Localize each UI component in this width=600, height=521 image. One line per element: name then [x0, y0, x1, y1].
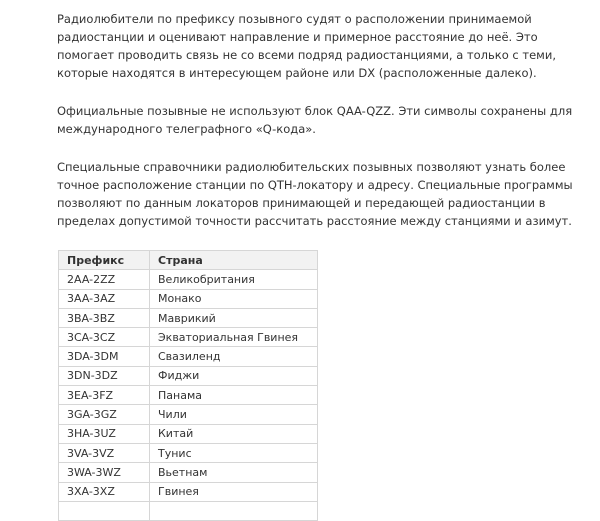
- prefix-cell: 3DN-3DZ: [59, 366, 150, 385]
- prefix-cell: 3VA-3VZ: [59, 443, 150, 462]
- table-row: [59, 482, 318, 501]
- country-cell: Экваториальная Гвинея: [150, 328, 318, 347]
- country-cell: Маврикий: [150, 308, 318, 327]
- table-row: [59, 424, 318, 443]
- table-header-row: [59, 251, 318, 270]
- country-cell: Великобритания: [150, 270, 318, 289]
- prefix-cell: 3EA-3FZ: [59, 386, 150, 405]
- prefix-cell: 3HA-3UZ: [59, 424, 150, 443]
- paragraph-reference-books: Специальные справочники радиолюбительских позывных позволяют узнать более точное расположение станции по QTH-локатору и адресу. Специальные программы позволяют по данным локаторов принимающей и передающей радиостанции в пределах допустимой точности рассчитать расстояние между станциями и азимут.: [57, 160, 573, 228]
- country-cell: Фиджи: [150, 366, 318, 385]
- prefix-cell: 3DA-3DM: [59, 347, 150, 366]
- country-cell: Китай: [150, 424, 318, 443]
- table-row: [59, 386, 318, 405]
- table-row: [59, 347, 318, 366]
- country-cell: Монако: [150, 289, 318, 308]
- table-row: [59, 328, 318, 347]
- country-cell: Чили: [150, 405, 318, 424]
- country-cell: Свазиленд: [150, 347, 318, 366]
- country-cell: Вьетнам: [150, 463, 318, 482]
- table-row: [59, 289, 318, 308]
- prefix-cell: 2AA-2ZZ: [59, 270, 150, 289]
- country-cell: Тунис: [150, 443, 318, 462]
- country-cell: Панама: [150, 386, 318, 405]
- table-row: [59, 443, 318, 462]
- column-header-prefix: Префикс: [59, 251, 150, 270]
- table-row: [59, 405, 318, 424]
- table-row: [59, 366, 318, 385]
- prefix-cell: [59, 501, 150, 520]
- country-cell: [150, 501, 318, 520]
- prefix-cell: 3XA-3XZ: [59, 482, 150, 501]
- table-row-partial: [59, 501, 318, 520]
- prefix-cell: 3WA-3WZ: [59, 463, 150, 482]
- article-content: [57, 10, 587, 521]
- table-row: [59, 270, 318, 289]
- country-cell: Гвинея: [150, 482, 318, 501]
- table-row: [59, 308, 318, 327]
- table-row: [59, 463, 318, 482]
- column-header-country: Страна: [150, 251, 318, 270]
- prefix-cell: 3CA-3CZ: [59, 328, 150, 347]
- prefix-cell: 3GA-3GZ: [59, 405, 150, 424]
- prefix-cell: 3BA-3BZ: [59, 308, 150, 327]
- prefix-cell: 3AA-3AZ: [59, 289, 150, 308]
- prefix-country-table: [58, 250, 318, 521]
- paragraph-prefix-usage: Радиолюбители по префиксу позывного судят о расположении принимаемой радиостанции и оценивают направление и примерное расстояние до неё. Это помогает проводить связь не со всеми подряд радиостанциями, а только с теми, которые находятся в интересующем районе или DX (расположенные далеко).: [57, 12, 556, 80]
- paragraph-q-code: Официальные позывные не используют блок QAA-QZZ. Эти символы сохранены для международного телеграфного «Q-кода».: [57, 104, 573, 136]
